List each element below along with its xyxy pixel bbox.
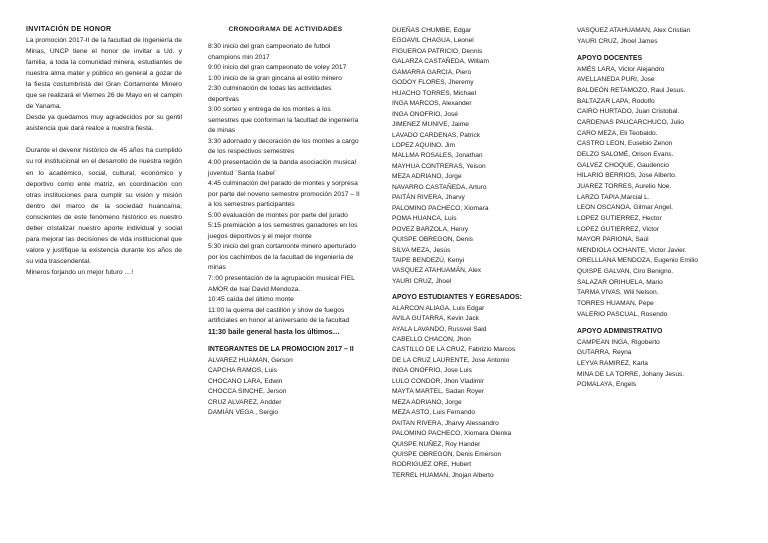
cronograma-column bbox=[208, 26, 363, 419]
names-column-3 bbox=[392, 26, 542, 481]
agenda-item: 8:30 inicio del gran campeonato de futbol champions min 2017 bbox=[208, 43, 331, 61]
docente-name: JUAREZ TORRES, Aurelio Noe. bbox=[577, 182, 672, 190]
integrante-name: CHOCCA SINCHE, Jerson bbox=[208, 388, 287, 396]
agenda-item: 3:00 sorteo y entrega de los montes a los semestres que conforman la facultad de ingeniería de minas bbox=[208, 106, 359, 135]
invitacion-title: INVITACIÓN DE HONOR bbox=[26, 26, 112, 33]
apoyo-estudiante-name: AVILA GUTARRA, Kevin Jack bbox=[392, 315, 479, 323]
apoyo-estudiante-name: INGA ONOFRIO, Jose Luis bbox=[392, 367, 472, 375]
agenda-item: 2:30 culminación de todas las actividades deportivas bbox=[208, 85, 332, 103]
administrativo-name: CAMPEAN INGA, Rigoberto bbox=[577, 338, 660, 346]
integrante-name: SILVA MEZA, Jesús bbox=[392, 246, 451, 254]
docente-name: CAIRO HURTADO, Juan Cristobal. bbox=[577, 108, 680, 116]
docente-name: HILARIO BERRIOS, Jose Alberto. bbox=[577, 172, 677, 180]
integrante-name: POVEZ BARZOLA, Henry bbox=[392, 225, 469, 233]
apoyo-estudiante-name: PALOMINO PACHECO, Xiomara Olenka bbox=[392, 430, 512, 438]
integrante-name: INGA ONOFRIO, José bbox=[392, 110, 458, 118]
integrante-name: DUEÑAS CHUMBE, Edgar bbox=[392, 27, 472, 34]
integrante-name: NAVARRO CASTAÑEDA, Arturo bbox=[392, 183, 487, 191]
integrante-name: TAIPE BENDEZÚ, Kenyi bbox=[392, 256, 465, 264]
docente-name: BALTAZAR LAPA, Rodolfo bbox=[577, 97, 655, 105]
integrante-name: QUISPE OBREGON, Denis bbox=[392, 236, 473, 244]
integrante-name: YAURI CRUZ, Jhoel bbox=[392, 277, 452, 285]
apoyo-estudiante-name: ALARCON ALIAGA, Luis Edgar bbox=[392, 304, 485, 312]
docente-name: QUISPE GALVAN, Ciro Benigno. bbox=[577, 268, 674, 276]
apoyo-estudiante-name: PAITAN RIVERA, Jharvy Alessandro bbox=[392, 419, 499, 427]
names-column-4 bbox=[577, 26, 749, 391]
integrante-name: VASQUEZ ATAHUAMAN, Alex Cristian bbox=[577, 27, 691, 34]
apoyo-estudiante-name: RODRIGUEZ ORE, Hubert bbox=[392, 461, 472, 469]
integrante-name: LOPEZ AQUINO, Jim bbox=[392, 141, 456, 149]
administrativo-name: GUTARRA, Reyna bbox=[577, 349, 632, 357]
agenda-item: 11:30 baile general hasta los últimos… bbox=[208, 326, 340, 336]
apoyo-administrativo-list bbox=[577, 338, 749, 391]
apoyo-estudiante-name: DE LA CRUZ LAURENTE, Jose Antonio bbox=[392, 356, 510, 364]
apoyo-estudiante-name: CASTILLO DE LA CRUZ, Fabrizio Marcos bbox=[392, 346, 516, 354]
integrante-name: LAVADO CARDENAS, Patrick bbox=[392, 131, 481, 139]
agenda-item: 7::00 presentación de la agrupación musical FIEL AMOR de Isaí David Mendoza. bbox=[208, 275, 355, 293]
docente-name: CASTRO LEON, Eusebio Zenon bbox=[577, 140, 673, 148]
docente-name: LOPEZ GUTIERREZ, Victor bbox=[577, 225, 659, 233]
docente-name: LEON OSCANOA, Gilmar Angel. bbox=[577, 204, 674, 212]
apoyo-estudiante-name: MEZA ADRIANO, Jorge bbox=[392, 398, 462, 406]
integrante-name: ALVAREZ HUAMAN, Gerson bbox=[208, 356, 293, 364]
administrativo-name: MINA DE LA TORRE, Johany Jesus. bbox=[577, 370, 685, 378]
agenda-item: 5:00 evaluación de montes por parte del jurado bbox=[208, 211, 348, 219]
integrante-name: MEZA ADRIANO, Jorge bbox=[392, 173, 462, 181]
agenda-item: 9:00 inicio del gran campeonato de voley 2017 bbox=[208, 64, 347, 72]
invitacion-paragraph: Durante el devenir histórico de 45 años ha cumplido su rol institucional en el desarrollo de nuestra región en lo académico, social, cultural, económico y deportivo como ente matriz, en coordinación con otras instituciones para cumplir su visión y misión dentro del marco de la sociedad huancaína, conscientes de este fenómeno histórico es nuestro deber cristalizar nuestro aporte individual y social para mejorar las decisiones de vida institucional que valore y justifique la existencia durante los años de su vida trascendental. bbox=[26, 147, 182, 265]
integrante-name: GALARZA CASTAÑEDA, William bbox=[392, 58, 489, 66]
docente-name: GALVEZ CHOQUE, Gaudencio bbox=[577, 161, 669, 169]
agenda-item: 11:00 la quema del castillón y show de fuegos artificiales en honor al aniversario de la facultad bbox=[208, 306, 350, 325]
docente-name: LARZO TAPIA,Marcial L. bbox=[577, 193, 650, 201]
agenda-item: 10:45 caída del último monte bbox=[208, 296, 294, 304]
docente-name: AMÉS LARA, Victor Alejandro bbox=[577, 65, 665, 73]
docente-name: CARO MEZA, Eli Teobaldo. bbox=[577, 129, 658, 137]
invitacion-paragraph: Desde ya quedamos muy agradecidos por su gentil asistencia que dará realce a nuestra fiesta. bbox=[26, 114, 182, 133]
integrante-name: FIGUEROA PATRICIO, Dennis bbox=[392, 47, 483, 55]
agenda-item: 4:00 presentación de la banda asociación musical juventud ¨Santa Isabel¨ bbox=[208, 159, 356, 177]
integrantes-list-continued bbox=[392, 26, 542, 287]
docente-name: TORRES HUAMAN, Pepe bbox=[577, 300, 654, 308]
apoyo-estudiantes-list bbox=[392, 304, 542, 482]
agenda-list bbox=[208, 42, 363, 337]
integrante-name: YAURI CRUZ, Jhoel James bbox=[577, 37, 658, 45]
integrante-name: CAPCHA RAMOS, Luis bbox=[208, 367, 277, 375]
integrantes-list bbox=[208, 356, 363, 419]
agenda-item: 5:30 inicio del gran cortamonte minero aperturado por los cachimbos de la facultad de ingeniería de minas bbox=[208, 243, 356, 272]
integrante-name: HUACHO TORRES, Michael bbox=[392, 89, 477, 97]
apoyo-administrativo-title: APOYO ADMINISTRATIVO bbox=[577, 328, 663, 336]
integrante-name: CRUZ ALVAREZ, Andder bbox=[208, 398, 282, 406]
docente-name: MAYOR PARIONA, Saúl bbox=[577, 236, 649, 244]
integrante-name: GODOY FLORES, Jheremy bbox=[392, 79, 474, 87]
docente-name: AVELLANEDA PURI, Jose bbox=[577, 76, 655, 84]
apoyo-docentes-title: APOYO DOCENTES bbox=[577, 55, 643, 63]
integrante-name: VASQUEZ ATAHUAMÁN, Alex bbox=[392, 267, 482, 275]
administrativo-name: LEYVA RAMIREZ, Karla bbox=[577, 360, 648, 368]
docente-name: SALAZAR ORIHUELA, Mario bbox=[577, 278, 663, 286]
integrantes-title: INTEGRANTES DE LA PROMOCION 2017 – II bbox=[208, 346, 354, 354]
apoyo-estudiante-name: QUISPE NUÑEZ, Roy Hander bbox=[392, 440, 481, 448]
integrante-name: MAYHUA CONTRERAS, Yeison bbox=[392, 162, 486, 170]
integrante-name: CHOCANO LARA, Edwin bbox=[208, 377, 283, 385]
integrante-name: MALLMA ROSALES, Jonathan bbox=[392, 152, 483, 160]
apoyo-estudiante-name: MEZA ASTO, Luis Fernando bbox=[392, 409, 476, 417]
integrante-name: INGA MARCOS, Alexander bbox=[392, 100, 472, 108]
apoyo-docentes-list bbox=[577, 65, 749, 321]
agenda-item: 1:00 inicio de la gran gincana al estilo minero bbox=[208, 74, 342, 82]
docente-name: BALDEÓN RETAMOZO, Raul Jesus. bbox=[577, 86, 686, 94]
agenda-item: 5:15 premiación a los semestres ganadores en los juegos deportivos y el mejor monte bbox=[208, 222, 358, 240]
apoyo-estudiante-name: QUISPE OBREGON, Denis Emerson bbox=[392, 451, 502, 459]
apoyo-estudiantes-title: APOYO ESTUDIANTES Y EGRESADOS: bbox=[392, 294, 522, 302]
apoyo-estudiante-name: CABELLO CHACON, Jhon bbox=[392, 336, 471, 344]
apoyo-estudiante-name: MAYTA MARTEL, Sadan Royer bbox=[392, 388, 484, 396]
integrante-name: PAITÁN RIVERA, Jharvy bbox=[392, 194, 465, 202]
agenda-item: 4:45 culminación del parado de montes y sorpresa por parte del noveno semestre promoción 2017 – II a los semestres participantes bbox=[208, 180, 360, 209]
docente-name: LOPEZ GUTIERREZ, Hector bbox=[577, 214, 662, 222]
spacer bbox=[26, 134, 182, 145]
integrante-name: DAMIÁN VEGA , Sergio bbox=[208, 409, 278, 417]
docente-name: TARMA VIVAS, Wili Nelson. bbox=[577, 289, 659, 297]
docente-name: ORELLLANA MENDOZA, Eugenio Emilio bbox=[577, 257, 698, 265]
administrativo-name: POMALAYA, Engels bbox=[577, 381, 637, 389]
invitacion-paragraph: Mineros forjando un mejor futuro …! bbox=[26, 268, 134, 276]
agenda-item: 3:30 adornado y decoración de los montes a cargo de los respectivos semestres bbox=[208, 137, 359, 156]
integrantes-list-end bbox=[577, 26, 749, 47]
integrante-name: EGOAVIL CHAGUA, Leonel bbox=[392, 37, 474, 45]
integrante-name: GAMARRA GARCIA, Piero bbox=[392, 68, 472, 76]
invitacion-column bbox=[26, 26, 182, 278]
integrante-name: PALOMINO PACHECO, Xiomara bbox=[392, 204, 489, 212]
integrante-name: JIMENEZ MUNIVE, Jaime bbox=[392, 121, 469, 129]
docente-name: MENDIOLA OCHANTE, Victor Javier. bbox=[577, 246, 687, 254]
cronograma-title: CRONOGRAMA DE ACTIVIDADES bbox=[228, 26, 343, 33]
invitacion-paragraph: La promoción 2017-II de la facultad de Ingeniería de Minas, UNCP tiene el honor de invitar a Ud. y familia, a toda la comunidad minera, estudiantes de nuestra alma mater y público en general a gozar de la fiesta costumbrista del Gran Cortamonte Minero que se realizará el Viernes 26 de Mayo en el campin de Yanama. bbox=[26, 37, 182, 111]
integrante-name: POMA HUANCA, Luis bbox=[392, 215, 457, 223]
docente-name: DELZO SALOMÉ, Orison Evans. bbox=[577, 150, 674, 158]
apoyo-estudiante-name: TERREL HUAMAN, Jhojan Alberto bbox=[392, 471, 494, 479]
apoyo-estudiante-name: LULO CONDOR, Jhon Vladimir bbox=[392, 377, 484, 385]
docente-name: CARDENAS PAUCARCHUCO, Julio bbox=[577, 118, 684, 126]
apoyo-estudiante-name: AYALA LAVANDO, Russvel Said bbox=[392, 325, 487, 333]
docente-name: VALERIO PASCUAL, Rosendo bbox=[577, 310, 668, 318]
